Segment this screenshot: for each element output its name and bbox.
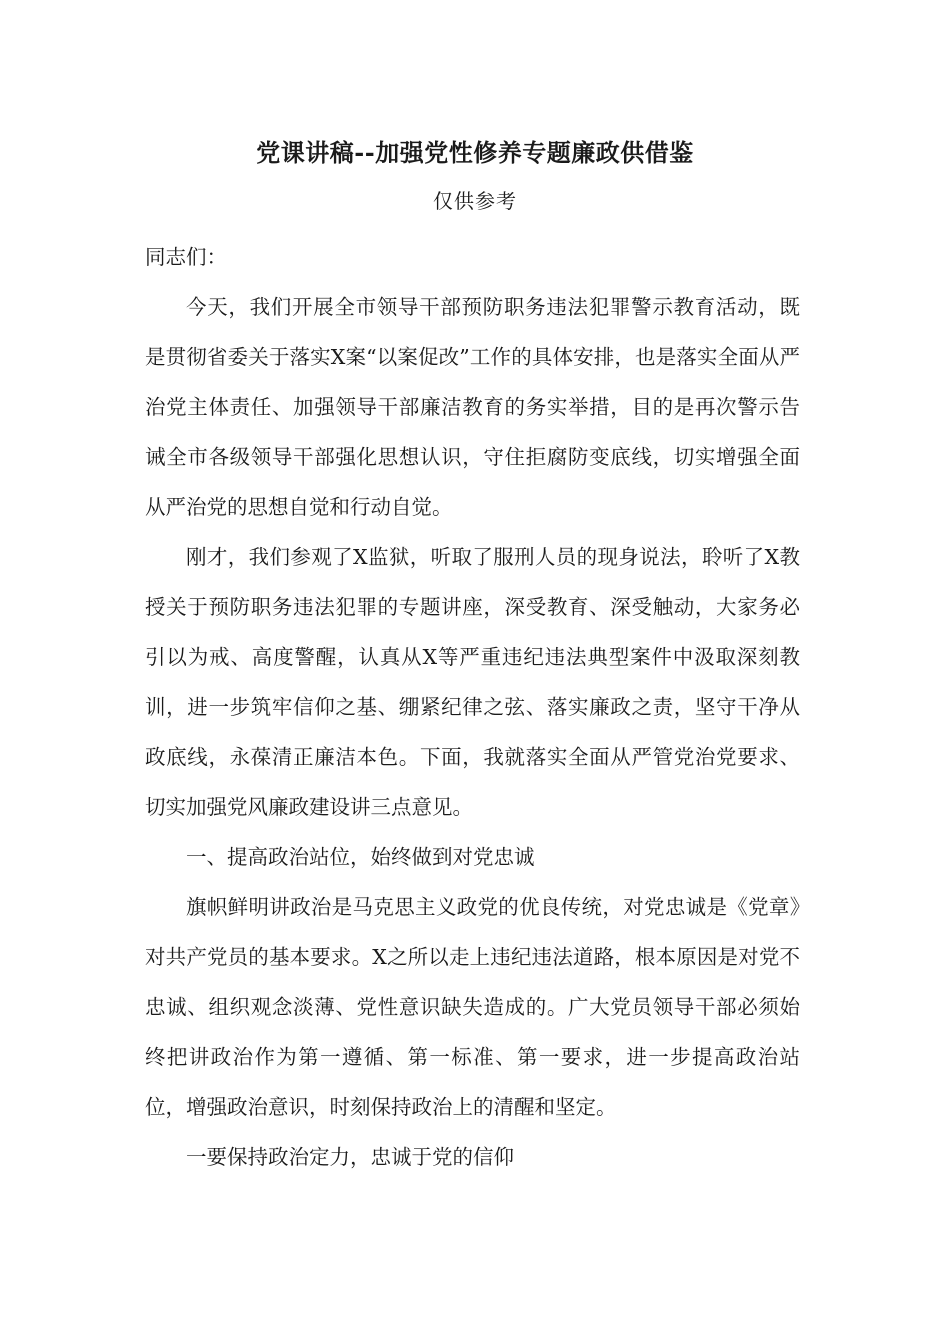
document-title: 党课讲稿--加强党性修养专题廉政供借鉴: [256, 138, 694, 167]
paragraph-loyalty: 旗帜鲜明讲政治是马克思主义政党的优良传统，对党忠诚是《党章》对共产党员的基本要求。X之所以走上违纪违法道路，根本原因是对党不忠诚、组织观念淡薄、党性意识缺失造成的。广大党员领导干部必须始终把讲政治作为第一遵循、第一标准、第一要求，进一步提高政治站位，增强政治意识，时刻保持政治上的清醒和坚定。: [145, 895, 800, 1119]
document-body: [145, 232, 800, 1182]
document-subtitle: 仅供参考: [433, 189, 517, 213]
salutation: 同志们：: [145, 245, 227, 269]
paragraph-visit: 刚才，我们参观了X监狱，听取了服刑人员的现身说法，聆听了X教授关于预防职务违法犯罪的专题讲座，深受教育、深受触动，大家务必引以为戒、高度警醒，认真从X等严重违纪违法典型案件中汲取深刻教训，进一步筑牢信仰之基、绷紧纪律之弦、落实廉政之责，坚守干净从政底线，永葆清正廉洁本色。下面，我就落实全面从严管党治党要求、切实加强党风廉政建设讲三点意见。: [145, 545, 800, 819]
subsection-heading-1: 一要保持政治定力，忠诚于党的信仰: [186, 1145, 514, 1169]
paragraph-intro: 今天，我们开展全市领导干部预防职务违法犯罪警示教育活动，既是贯彻省委关于落实X案“以案促改”工作的具体安排，也是落实全面从严治党主体责任、加强领导干部廉洁教育的务实举措，目的是再次警示告诫全市各级领导干部强化思想认识，守住拒腐防变底线，切实增强全面从严治党的思想自觉和行动自觉。: [145, 295, 800, 519]
section-heading-1: 一、提高政治站位，始终做到对党忠诚: [186, 845, 535, 869]
